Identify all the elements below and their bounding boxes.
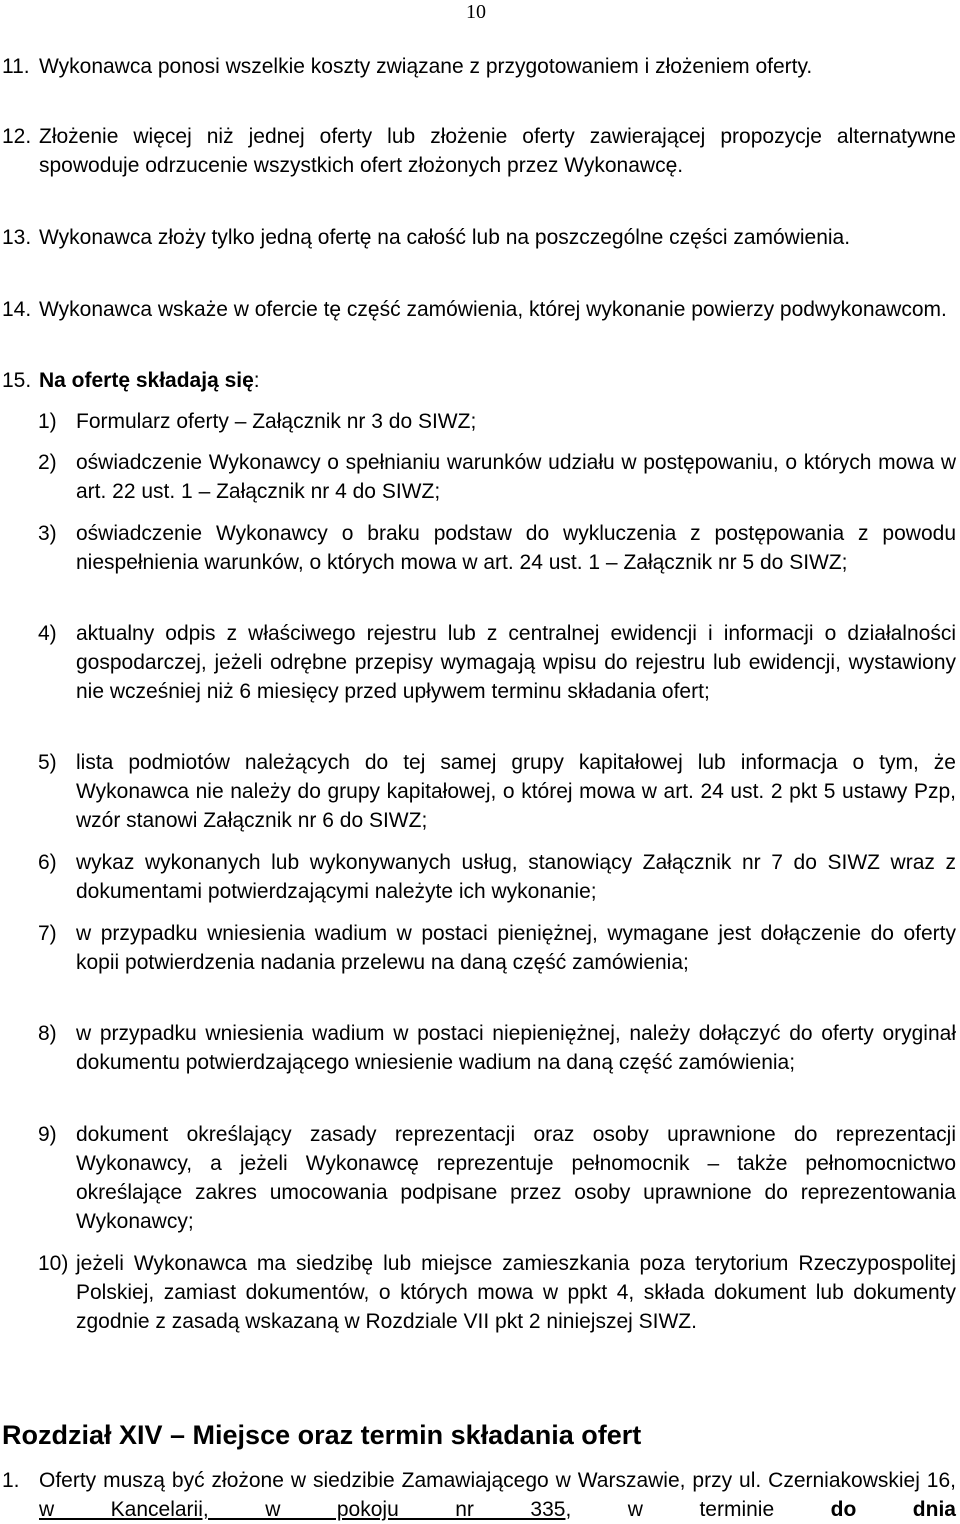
chapter-list-item-1 xyxy=(0,1466,956,1524)
item-number: 11. xyxy=(2,55,30,78)
subitem-number: 2) xyxy=(38,451,57,474)
item-number: 12. xyxy=(2,125,32,148)
list-item-12 xyxy=(0,122,956,180)
list-item-15 xyxy=(0,366,956,395)
item-text: Wykonawca ponosi wszelkie koszty związane z przygotowaniem i złożeniem oferty. xyxy=(39,55,813,78)
subitem-5 xyxy=(38,748,956,835)
item-number: 14. xyxy=(2,298,32,321)
item-text xyxy=(39,366,956,395)
item-text: Wykonawca złoży tylko jedną ofertę na całość lub na poszczególne części zamówienia. xyxy=(39,226,851,249)
item-text-b: , w terminie xyxy=(565,1498,831,1521)
subitem-10 xyxy=(38,1249,956,1336)
subitem-number: 1) xyxy=(38,410,57,433)
subitem-text: jeżeli Wykonawca ma siedzibę lub miejsce zamieszkania poza terytorium Rzeczypospolitej Polskiej, zamiast dokumentów, o których mowa w ppkt 4, składa dokument lub dokumenty zgodnie z zasadą wskazaną w Rozdziale VII pkt 2 niniejszej SIWZ. xyxy=(76,1252,956,1333)
item-text-underlined: w Kancelarii, w pokoju nr 335 xyxy=(39,1498,566,1521)
item-number: 15. xyxy=(2,369,32,392)
subitem-9 xyxy=(38,1120,956,1236)
subitem-2 xyxy=(38,448,956,506)
subitem-6 xyxy=(38,848,956,906)
subitem-text: oświadczenie Wykonawcy o spełnianiu warunków udziału w postępowaniu, o których mowa w art. 22 ust. 1 – Załącznik nr 4 do SIWZ; xyxy=(76,451,956,503)
subitem-text: w przypadku wniesienia wadium w postaci pieniężnej, wymagane jest dołączenie do oferty kopii potwierdzenia nadania przelewu na daną część zamówienia; xyxy=(76,922,956,974)
item-number: 13. xyxy=(2,226,32,249)
subitem-number: 5) xyxy=(38,751,57,774)
item-text-a: Oferty muszą być złożone w siedzibie Zamawiającego w Warszawie, przy ul. Czerniakowskiej 16, xyxy=(39,1469,956,1492)
list-item-13 xyxy=(0,223,956,252)
item-text xyxy=(39,1466,956,1524)
subitem-number: 7) xyxy=(38,922,57,945)
subitem-number: 6) xyxy=(38,851,57,874)
subitem-text: aktualny odpis z właściwego rejestru lub z centralnej ewidencji i informacji o działalności gospodarczej, jeżeli odrębne przepisy wymagają wpisu do rejestru lub ewidencji, wystawiony nie wcześniej niż 6 miesięcy przed upływem terminu składania ofert; xyxy=(76,622,956,703)
item-text-bold: do dnia xyxy=(830,1498,956,1521)
list-item-11 xyxy=(0,52,956,81)
subitem-number: 4) xyxy=(38,622,57,645)
page-number: 10 xyxy=(466,1,486,23)
subitem-text: wykaz wykonanych lub wykonywanych usług, stanowiący Załącznik nr 7 do SIWZ wraz z dokumentami potwierdzającymi należyte ich wykonanie; xyxy=(76,851,956,903)
subitem-text: w przypadku wniesienia wadium w postaci niepieniężnej, należy dołączyć do oferty oryginał dokumentu potwierdzającego wniesienie wadium na daną część zamówienia; xyxy=(76,1022,956,1074)
subitem-7 xyxy=(38,919,956,977)
subitem-number: 9) xyxy=(38,1123,57,1146)
subitem-text: dokument określający zasady reprezentacji oraz osoby uprawnione do reprezentacji Wykonawcy, a jeżeli Wykonawcę reprezentuje pełnomocnik – także pełnomocnictwo określające zakres umocowania podpisane przez osoby uprawnione do reprezentowania Wykonawcy; xyxy=(76,1123,956,1233)
subitem-text: lista podmiotów należących do tej samej grupy kapitałowej lub informacja o tym, że Wykonawca nie należy do grupy kapitałowej, o której mowa w art. 24 ust. 2 pkt 5 ustawy Pzp, wzór stanowi Załącznik nr 6 do SIWZ; xyxy=(76,751,956,832)
subitem-number: 3) xyxy=(38,522,57,545)
item-text: Wykonawca wskaże w ofercie tę część zamówienia, której wykonanie powierzy podwykonawcom. xyxy=(39,298,947,321)
list-item-14 xyxy=(0,295,956,324)
subitem-1 xyxy=(38,407,956,436)
item-text-rest: : xyxy=(253,369,260,392)
chapter-heading: Rozdział XIV – Miejsce oraz termin składania ofert xyxy=(2,1420,642,1450)
item-text-bold: Na ofertę składają się xyxy=(39,369,254,392)
subitem-3 xyxy=(38,519,956,577)
subitem-8 xyxy=(38,1019,956,1077)
item-text: Złożenie więcej niż jednej oferty lub złożenie oferty zawierającej propozycje alternatywne spowoduje odrzucenie wszystkich ofert złożonych przez Wykonawcę. xyxy=(39,125,956,177)
item-number: 1. xyxy=(2,1469,20,1492)
subitem-number: 10) xyxy=(38,1252,69,1275)
subitem-text: oświadczenie Wykonawcy o braku podstaw do wykluczenia z postępowania z powodu niespełnienia warunków, o których mowa w art. 24 ust. 1 – Załącznik nr 5 do SIWZ; xyxy=(76,522,956,574)
subitem-text: Formularz oferty – Załącznik nr 3 do SIWZ; xyxy=(76,410,477,433)
subitem-4 xyxy=(38,619,956,706)
subitem-number: 8) xyxy=(38,1022,57,1045)
